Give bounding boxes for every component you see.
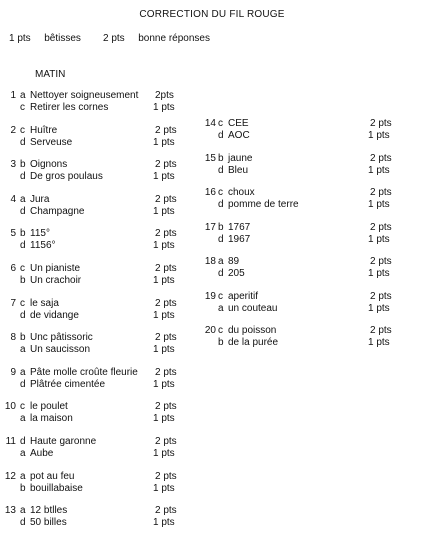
question-number: 6 xyxy=(10,263,16,274)
question-item xyxy=(0,194,200,220)
legend-value: 1 pts xyxy=(9,33,31,44)
correct-answer-line xyxy=(200,222,420,234)
answer-text: Champagne xyxy=(30,205,85,217)
correct-answer-line xyxy=(0,228,200,240)
correct-answer-line xyxy=(0,401,200,413)
answer-text: 12 btlles xyxy=(30,505,68,517)
wrong-answer-line xyxy=(0,137,200,149)
answer-letter: c xyxy=(218,325,223,336)
answer-text: CEE xyxy=(228,118,249,129)
wrong-answer-line xyxy=(200,268,420,280)
question-number: 1 xyxy=(10,90,16,101)
points-value: 1 pts xyxy=(368,199,390,210)
points-value: 2 pts xyxy=(155,332,177,344)
points-value: 2 pts xyxy=(370,290,392,302)
points-value: 1 pts xyxy=(153,309,175,321)
answer-letter: d xyxy=(20,136,26,148)
question-number: 7 xyxy=(10,297,16,309)
wrong-answer-line xyxy=(0,171,200,183)
answer-letter: d xyxy=(20,309,26,321)
legend-label: bêtisses xyxy=(44,33,81,44)
points-value: 1 pts xyxy=(153,205,175,217)
points-value: 2 pts xyxy=(155,297,177,309)
answer-letter: a xyxy=(20,366,26,378)
answer-letter: d xyxy=(20,205,26,217)
answer-text: 89 xyxy=(228,256,240,267)
points-value: 1 pts xyxy=(368,233,390,245)
question-item xyxy=(0,90,200,116)
points-value: 1 pts xyxy=(368,268,390,279)
legend-label: bonne réponses xyxy=(138,33,210,44)
answer-letter: a xyxy=(218,302,224,314)
question-item xyxy=(0,263,200,289)
question-number: 11 xyxy=(5,436,16,447)
answer-text: De gros poulaus xyxy=(30,171,103,183)
question-number: 4 xyxy=(10,193,16,205)
question-number: 19 xyxy=(204,290,216,302)
question-number: 18 xyxy=(204,256,216,267)
page-title: CORRECTION DU FIL ROUGE xyxy=(139,9,285,20)
wrong-answer-line xyxy=(0,483,200,495)
answer-letter: b xyxy=(218,337,224,348)
wrong-answer-line xyxy=(0,344,200,356)
points-value: 2 pts xyxy=(370,152,392,164)
answer-text: du poisson xyxy=(228,325,277,336)
answer-text: de vidange xyxy=(30,309,79,321)
points-value: 1 pts xyxy=(153,378,175,390)
wrong-answer-line xyxy=(0,275,200,287)
answer-text: Un pianiste xyxy=(30,263,81,274)
wrong-answer-line xyxy=(0,448,200,460)
answer-text: Un crachoir xyxy=(30,275,82,286)
answer-text: Un saucisson xyxy=(30,344,91,356)
question-number: 10 xyxy=(4,401,16,413)
answer-letter: c xyxy=(218,290,223,302)
answer-letter: d xyxy=(20,378,26,390)
answer-letter: a xyxy=(20,470,26,482)
points-value: 1 pts xyxy=(153,240,175,252)
answer-text: Plâtrée cimentée xyxy=(30,378,106,390)
points-value: 1 pts xyxy=(153,171,175,183)
points-value: 2 pts xyxy=(155,193,177,205)
question-item xyxy=(200,222,420,248)
legend-value: 2 pts xyxy=(103,33,125,44)
answer-text: Nettoyer soigneusement xyxy=(30,90,139,101)
question-number: 16 xyxy=(204,187,216,198)
answer-letter: b xyxy=(20,332,26,344)
answer-letter: b xyxy=(218,221,224,233)
question-number: 8 xyxy=(10,332,16,344)
answer-letter: d xyxy=(218,164,224,176)
points-value: 1 pts xyxy=(153,275,175,286)
answer-text: Retirer les cornes xyxy=(30,102,109,113)
answer-text: Pâte molle croûte fleurie xyxy=(30,366,138,378)
legend-right xyxy=(103,33,210,44)
answer-letter: d xyxy=(20,240,26,252)
question-item xyxy=(0,505,200,531)
answer-letter: a xyxy=(20,413,26,425)
wrong-answer-line xyxy=(200,199,420,211)
question-item xyxy=(200,118,420,144)
answer-text: Aube xyxy=(30,448,54,459)
legend-wrong xyxy=(9,33,81,44)
answer-text: aperitif xyxy=(228,290,259,302)
answer-letter: a xyxy=(218,256,224,267)
points-value: 1 pts xyxy=(153,448,175,459)
correct-answer-line xyxy=(0,367,200,379)
points-value: 1 pts xyxy=(153,482,175,494)
answer-text: 1967 xyxy=(228,233,251,245)
wrong-answer-line xyxy=(0,240,200,252)
answer-text: le poulet xyxy=(30,401,68,413)
points-value: 1 pts xyxy=(368,337,390,348)
points-value: 2 pts xyxy=(155,366,177,378)
question-number: 20 xyxy=(204,325,216,336)
answer-text: le saja xyxy=(30,297,59,309)
correct-answer-line xyxy=(200,153,420,165)
wrong-answer-line xyxy=(200,130,420,142)
answer-letter: b xyxy=(20,159,26,171)
points-value: 1 pts xyxy=(153,136,175,148)
answer-letter: a xyxy=(20,90,26,101)
answer-letter: d xyxy=(218,233,224,245)
answer-text: pomme de terre xyxy=(228,199,299,210)
answer-letter: b xyxy=(20,482,26,494)
wrong-answer-line xyxy=(0,517,200,529)
answer-text: Unc pâtissoric xyxy=(30,332,93,344)
wrong-answer-line xyxy=(200,234,420,246)
wrong-answer-line xyxy=(200,303,420,315)
correct-answer-line xyxy=(0,125,200,137)
question-item xyxy=(0,471,200,497)
points-value: 1 pts xyxy=(368,130,390,141)
question-number: 3 xyxy=(10,159,16,171)
correct-answer-line xyxy=(200,187,420,199)
answer-text: Huître xyxy=(30,124,58,136)
answer-text: choux xyxy=(228,187,255,198)
question-item xyxy=(200,256,420,282)
answer-letter: a xyxy=(20,448,26,459)
question-item xyxy=(0,401,200,427)
question-item xyxy=(0,125,200,151)
points-value: 2 pts xyxy=(155,124,177,136)
answer-text: Haute garonne xyxy=(30,436,97,447)
correct-answer-line xyxy=(0,298,200,310)
answer-letter: d xyxy=(20,517,26,529)
points-value: 1 pts xyxy=(153,344,175,356)
question-number: 13 xyxy=(4,505,16,517)
question-item xyxy=(0,159,200,185)
question-item xyxy=(0,436,200,462)
answer-letter: c xyxy=(20,401,25,413)
correct-answer-line xyxy=(200,118,420,130)
points-value: 2 pts xyxy=(370,118,392,129)
question-item xyxy=(200,153,420,179)
answer-letter: c xyxy=(218,187,223,198)
points-value: 1 pts xyxy=(368,302,390,314)
correct-answer-line xyxy=(0,332,200,344)
answer-text: la maison xyxy=(30,413,73,425)
answer-text: bouillabaise xyxy=(30,482,83,494)
question-item xyxy=(200,187,420,213)
answer-letter: c xyxy=(20,297,25,309)
wrong-answer-line xyxy=(0,310,200,322)
answer-letter: d xyxy=(20,436,26,447)
points-value: 2 pts xyxy=(370,256,392,267)
correct-answer-line xyxy=(0,90,200,102)
correct-answer-line xyxy=(0,505,200,517)
question-number: 2 xyxy=(10,124,16,136)
points-value: 2 pts xyxy=(155,263,177,274)
question-number: 5 xyxy=(10,228,16,240)
correct-answer-line xyxy=(0,263,200,275)
question-number: 17 xyxy=(204,221,216,233)
correct-answer-line xyxy=(0,471,200,483)
points-value: 2 pts xyxy=(370,325,392,336)
answer-text: 1767 xyxy=(228,221,251,233)
answer-text: Bleu xyxy=(228,164,249,176)
answer-letter: d xyxy=(218,268,224,279)
question-item xyxy=(0,298,200,324)
answer-text: un couteau xyxy=(228,302,278,314)
answer-letter: c xyxy=(20,124,25,136)
question-item xyxy=(0,228,200,254)
correct-answer-line xyxy=(0,159,200,171)
points-value: 2 pts xyxy=(155,401,177,413)
answer-text: AOC xyxy=(228,130,250,141)
answer-letter: c xyxy=(218,118,223,129)
answer-text: 115° xyxy=(30,228,50,240)
answer-text: 1156° xyxy=(30,240,56,252)
answer-letter: b xyxy=(218,152,224,164)
points-value: 2 pts xyxy=(370,187,392,198)
answer-letter: b xyxy=(20,228,26,240)
wrong-answer-line xyxy=(0,206,200,218)
points-value: 1 pts xyxy=(153,102,175,113)
points-value: 2 pts xyxy=(155,470,177,482)
points-value: 2 pts xyxy=(155,505,177,517)
points-value: 1 pts xyxy=(153,517,175,529)
wrong-answer-line xyxy=(200,165,420,177)
question-number: 14 xyxy=(204,118,216,129)
answer-letter: b xyxy=(20,275,26,286)
answer-letter: c xyxy=(20,263,25,274)
points-value: 2 pts xyxy=(155,228,177,240)
answer-text: 50 billes xyxy=(30,517,67,529)
points-value: 2pts xyxy=(155,90,174,101)
section-heading: MATIN xyxy=(35,69,66,80)
correct-answer-line xyxy=(0,436,200,448)
question-item xyxy=(200,291,420,317)
answer-letter: d xyxy=(218,199,224,210)
answer-letter: a xyxy=(20,505,26,517)
answer-text: Serveuse xyxy=(30,136,73,148)
answer-text: 205 xyxy=(228,268,245,279)
wrong-answer-line xyxy=(0,102,200,114)
answer-text: Jura xyxy=(30,193,50,205)
question-item xyxy=(0,367,200,393)
points-value: 2 pts xyxy=(370,221,392,233)
question-number: 12 xyxy=(4,470,16,482)
correct-answer-line xyxy=(0,194,200,206)
answer-text: jaune xyxy=(228,152,253,164)
answer-letter: a xyxy=(20,193,26,205)
points-value: 1 pts xyxy=(153,413,175,425)
question-item xyxy=(0,332,200,358)
answer-letter: a xyxy=(20,344,26,356)
answer-text: Oignons xyxy=(30,159,68,171)
answer-letter: c xyxy=(20,102,25,113)
answer-text: de la purée xyxy=(228,337,279,348)
question-number: 15 xyxy=(204,152,216,164)
question-item xyxy=(200,325,420,351)
wrong-answer-line xyxy=(0,379,200,391)
wrong-answer-line xyxy=(0,413,200,425)
points-value: 2 pts xyxy=(155,436,177,447)
correct-answer-line xyxy=(200,256,420,268)
points-value: 2 pts xyxy=(155,159,177,171)
answer-text: pot au feu xyxy=(30,470,75,482)
question-number: 9 xyxy=(10,366,16,378)
correct-answer-line xyxy=(200,291,420,303)
answer-letter: d xyxy=(218,130,224,141)
points-value: 1 pts xyxy=(368,164,390,176)
wrong-answer-line xyxy=(200,337,420,349)
answer-letter: d xyxy=(20,171,26,183)
correct-answer-line xyxy=(200,325,420,337)
